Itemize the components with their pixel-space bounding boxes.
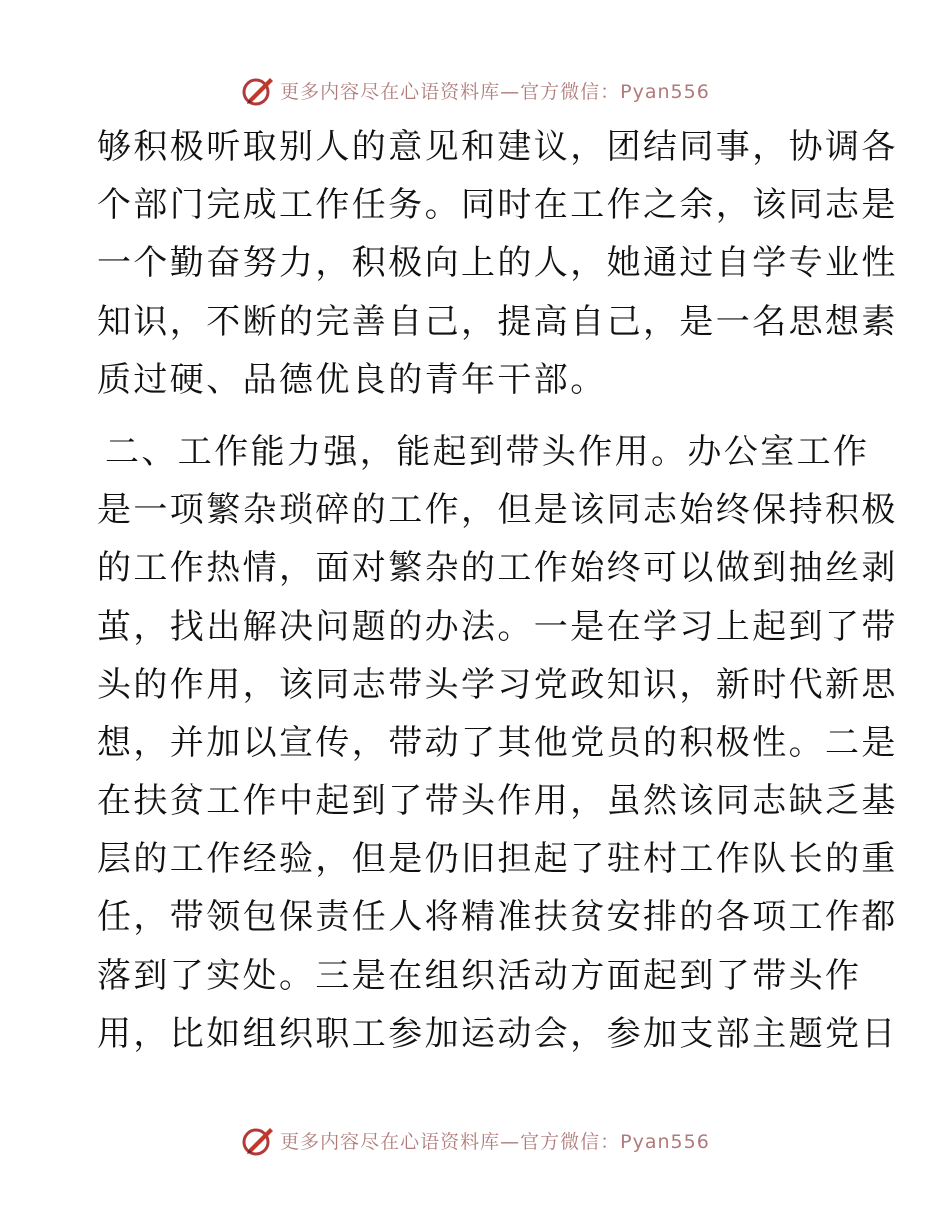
pen-logo-icon	[240, 72, 276, 108]
footer-watermark	[0, 1120, 950, 1160]
text-line: 二、工作能力强，能起到带头作用。办公室工作	[105, 431, 870, 472]
text-line: 个部门完成工作任务。同时在工作之余，该同志是	[97, 185, 898, 226]
paragraph-gap	[97, 409, 857, 423]
text-line: 是一项繁杂琐碎的工作，但是该同志始终保持积极	[97, 490, 898, 531]
text-line: 任，带领包保责任人将精准扶贫安排的各项工作都	[97, 897, 898, 938]
text-line: 落到了实处。三是在组织活动方面起到了带头作	[97, 955, 862, 996]
text-line: 层的工作经验，但是仍旧担起了驻村工作队长的重	[97, 839, 898, 880]
text-line: 一个勤奋努力，积极向上的人，她通过自学专业性	[97, 243, 898, 284]
document-body	[97, 118, 898, 1063]
text-line: 够积极听取别人的意见和建议，团结同事，协调各	[97, 127, 898, 167]
paragraph-2	[97, 423, 898, 1063]
text-line: 在扶贫工作中起到了带头作用，虽然该同志缺乏基	[97, 781, 898, 822]
text-line: 用，比如组织职工参加运动会，参加支部主题党日	[97, 1013, 898, 1054]
text-line: 的工作热情，面对繁杂的工作始终可以做到抽丝剥	[97, 548, 898, 589]
paragraph-1	[97, 118, 898, 409]
text-line: 知识，不断的完善自己，提高自己，是一名思想素	[97, 301, 898, 342]
text-line: 头的作用，该同志带头学习党政知识，新时代新思	[97, 664, 898, 705]
text-line: 茧，找出解决问题的办法。一是在学习上起到了带	[97, 606, 898, 647]
text-line: 质过硬、品德优良的青年干部。	[97, 359, 607, 400]
header-watermark	[0, 70, 950, 110]
pen-logo-icon	[240, 1122, 276, 1158]
watermark-text: 更多内容尽在心语资料库—官方微信：Pyan556	[280, 1130, 710, 1153]
watermark-text: 更多内容尽在心语资料库—官方微信：Pyan556	[280, 80, 710, 103]
text-line: 想，并加以宣传，带动了其他党员的积极性。二是	[97, 722, 898, 763]
